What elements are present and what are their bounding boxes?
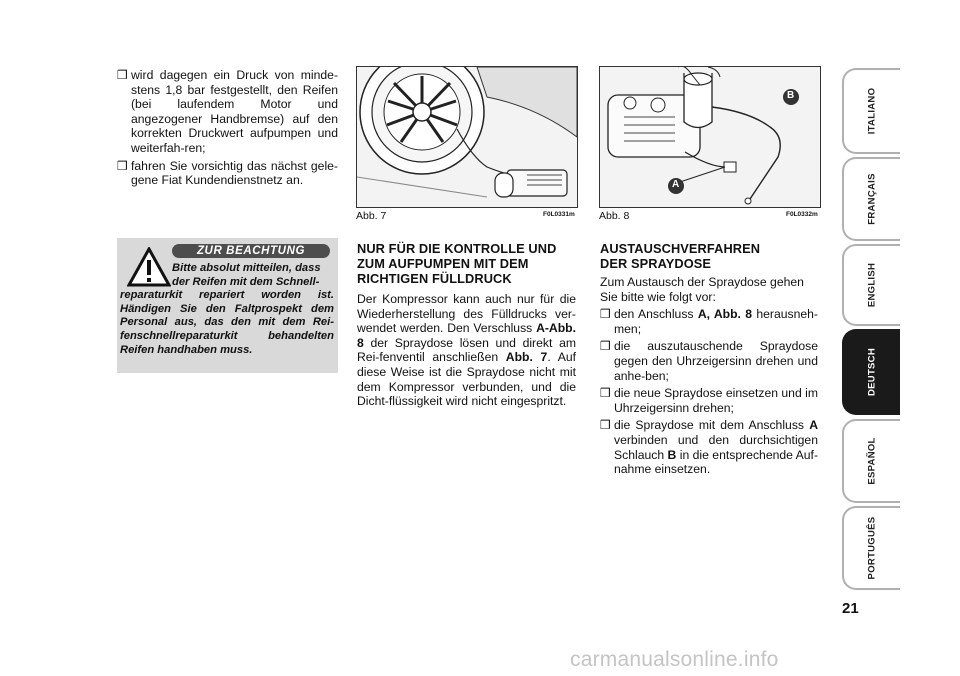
list-item: ❒ die neue Spraydose einsetzen und im Uhrzeigersinn drehen; xyxy=(600,386,818,415)
page-number: 21 xyxy=(842,600,859,617)
list-item: ❒ die auszutauschende Spraydose gegen den Uhrzeigersinn drehen und anhe-ben; xyxy=(600,339,818,383)
figure-8-caption: Abb. 8 xyxy=(599,210,630,222)
spray-can-replacement-illustration xyxy=(600,67,820,207)
checkbox-bullet-icon: ❒ xyxy=(600,339,611,354)
label-a: A xyxy=(672,179,680,190)
list-item xyxy=(117,159,338,188)
tab-english[interactable]: ENGLISH xyxy=(842,244,900,326)
figure-7-code: F0L0331m xyxy=(543,211,575,218)
section-heading: NUR FÜR DIE KONTROLLE UND ZUM AUFPUMPEN MIT DEM RICHTIGEN FÜLLDRUCK xyxy=(357,241,557,286)
figure-8-code: F0L0332m xyxy=(786,211,818,218)
list-item-text: wird dagegen ein Druck von minde-stens 1,8 bar festgestellt, den Reifen (bei laufendem Motor und angezogener Handbremse) auf den korrekten Druckwert aufpumpen und weiterfah-ren; xyxy=(131,68,338,155)
figure-8 xyxy=(599,66,821,208)
figure-7-caption: Abb. 7 xyxy=(356,210,387,222)
warning-box xyxy=(117,238,338,373)
checkbox-bullet-icon: ❒ xyxy=(600,307,611,322)
tab-portugues[interactable]: PORTUGUÊS xyxy=(842,506,900,590)
paragraph: Der Kompressor kann auch nur für die Wiederherstellung des Fülldrucks ver-wendet werden. Den Verschluss A-Abb. 8 der Spraydose lösen und direkt am Rei-fenventil anschließen Abb. 7. Auf diese Weise ist die Spraydose nicht mit dem Kompressor verbunden, und die Dicht-flüssigkeit wird nicht eingespritzt. xyxy=(357,292,576,409)
list-item: ❒ den Anschluss A, Abb. 8 herausneh-men; xyxy=(600,307,818,336)
list-item-text: fahren Sie vorsichtig das nächst gele-gene Fiat Kundendienstnetz an. xyxy=(131,158,338,188)
tab-espanol[interactable]: ESPAÑOL xyxy=(842,419,900,503)
figure-7 xyxy=(356,66,578,208)
label-b: B xyxy=(787,90,795,101)
checkbox-bullet-icon: ❒ xyxy=(600,386,611,401)
watermark: carmanualsonline.info xyxy=(570,648,779,671)
column-right xyxy=(600,241,818,480)
tab-deutsch[interactable]: DEUTSCH xyxy=(842,329,900,415)
warning-text: Bitte absolut mitteilen, dass der Reifen mit dem Schnell- reparaturkit repariert worden ist. Händigen Sie den Faltprospekt dem Personal aus, das den mit dem Rei-fenschnellreparaturkit behandelten Reifen handhaben muss. xyxy=(120,262,334,356)
list-item xyxy=(117,68,338,156)
tire-compressor-illustration xyxy=(357,67,577,207)
warning-title: ZUR BEACHTUNG xyxy=(172,244,330,258)
checkbox-bullet-icon: ❒ xyxy=(600,418,611,433)
column-middle xyxy=(357,241,576,412)
checkbox-bullet-icon: ❒ xyxy=(117,158,128,173)
tab-italiano[interactable]: ITALIANO xyxy=(842,68,900,154)
column-left xyxy=(117,68,338,191)
section-heading: AUSTAUSCHVERFAHREN DER SPRAYDOSE xyxy=(600,241,761,271)
tab-francais[interactable]: FRANÇAIS xyxy=(842,157,900,241)
list-item: ❒ die Spraydose mit dem Anschluss A verbinden und den durchsichtigen Schlauch B in die entsprechende Auf-nahme einsetzen. xyxy=(600,418,819,477)
checkbox-bullet-icon: ❒ xyxy=(117,68,128,82)
paragraph: Zum Austausch der Spraydose gehen Sie bitte wie folgt vor: xyxy=(600,275,804,304)
